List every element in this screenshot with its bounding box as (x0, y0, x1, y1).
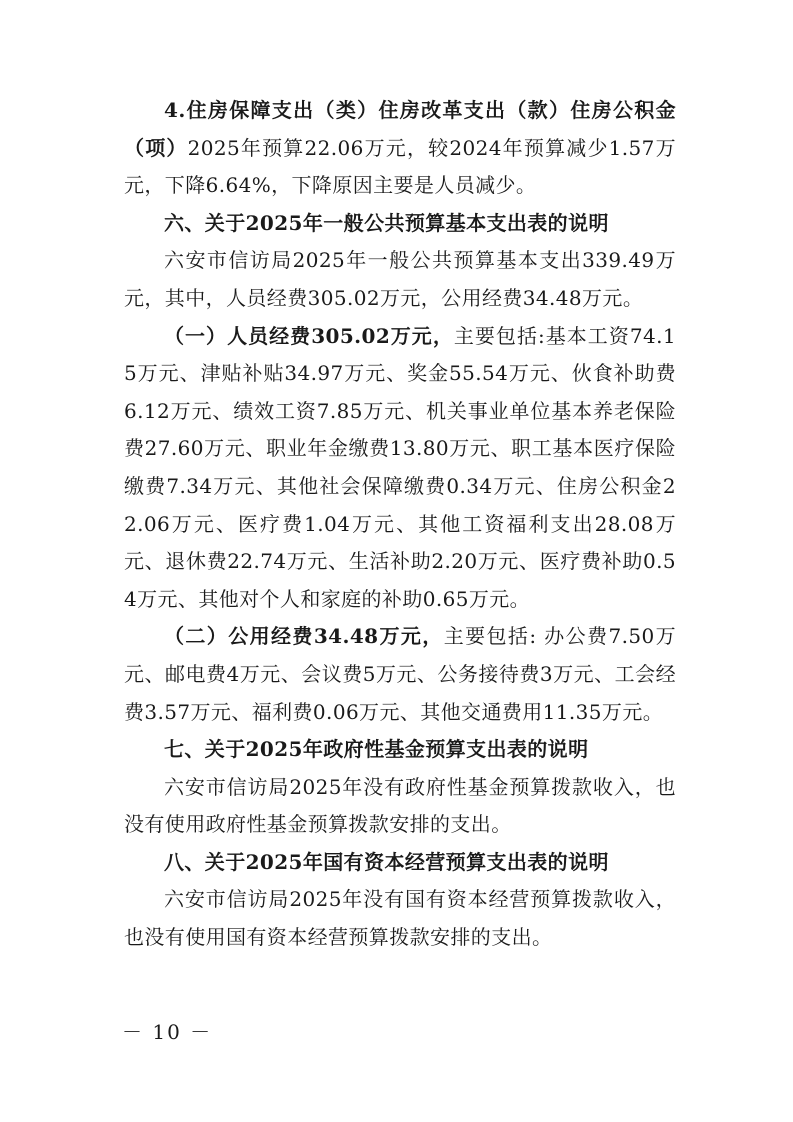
section-eight-text: 六安市信访局2025年没有国有资本经营预算拨款收入，也没有使用国有资本经营预算拨款安排的支出。 (124, 887, 676, 950)
paragraph-public-expenses (124, 618, 676, 731)
personnel-expenses-text: 主要包括:基本工资74.15万元、津贴补贴34.97万元、奖金55.54万元、伙食补助费6.12万元、绩效工资7.85万元、机关事业单位基本养老保险费27.60万元、职业年金缴费13.80万元、职工基本医疗保险缴费7.34万元、其他社会保障缴费0.34万元、住房公积金22.06万元、医疗费1.04万元、其他工资福利支出28.08万元、退休费22.74万元、生活补助2.20万元、医疗费补助0.54万元、其他对个人和家庭的补助0.65万元。 (124, 323, 676, 611)
page-number: － 10 － (122, 1020, 213, 1044)
section-eight-heading: 八、关于2025年国有资本经营预算支出表的说明 (164, 849, 609, 874)
document-body (124, 92, 676, 957)
paragraph-personnel-expenses (124, 318, 676, 619)
section-seven-heading: 七、关于2025年政府性基金预算支出表的说明 (164, 737, 589, 762)
housing-fund-heading: 4.住房保障支出（类）住房改革支出（款）住房公积金（项） (124, 98, 676, 160)
section-seven-text: 六安市信访局2025年没有政府性基金预算拨款收入，也没有使用政府性基金预算拨款安排的支出。 (124, 774, 676, 837)
housing-fund-text: 2025年预算22.06万元，较2024年预算减少1.57万元，下降6.64%，下降原因主要是人员减少。 (124, 135, 676, 198)
public-expenses-heading: （二）公用经费34.48万元， (164, 624, 444, 649)
personnel-expenses-heading: （一）人员经费305.02万元， (164, 323, 454, 348)
paragraph-housing-fund (124, 92, 676, 205)
section-six-heading: 六、关于2025年一般公共预算基本支出表的说明 (164, 210, 609, 235)
section-six-text: 六安市信访局2025年一般公共预算基本支出339.49万元，其中，人员经费305.02万元，公用经费34.48万元。 (124, 248, 676, 310)
public-expenses-text: 主要包括: 办公费7.50万元、邮电费4万元、会议费5万元、公务接待费3万元、工会经费3.57万元、福利费0.06万元、其他交通费用11.35万元。 (124, 624, 676, 724)
